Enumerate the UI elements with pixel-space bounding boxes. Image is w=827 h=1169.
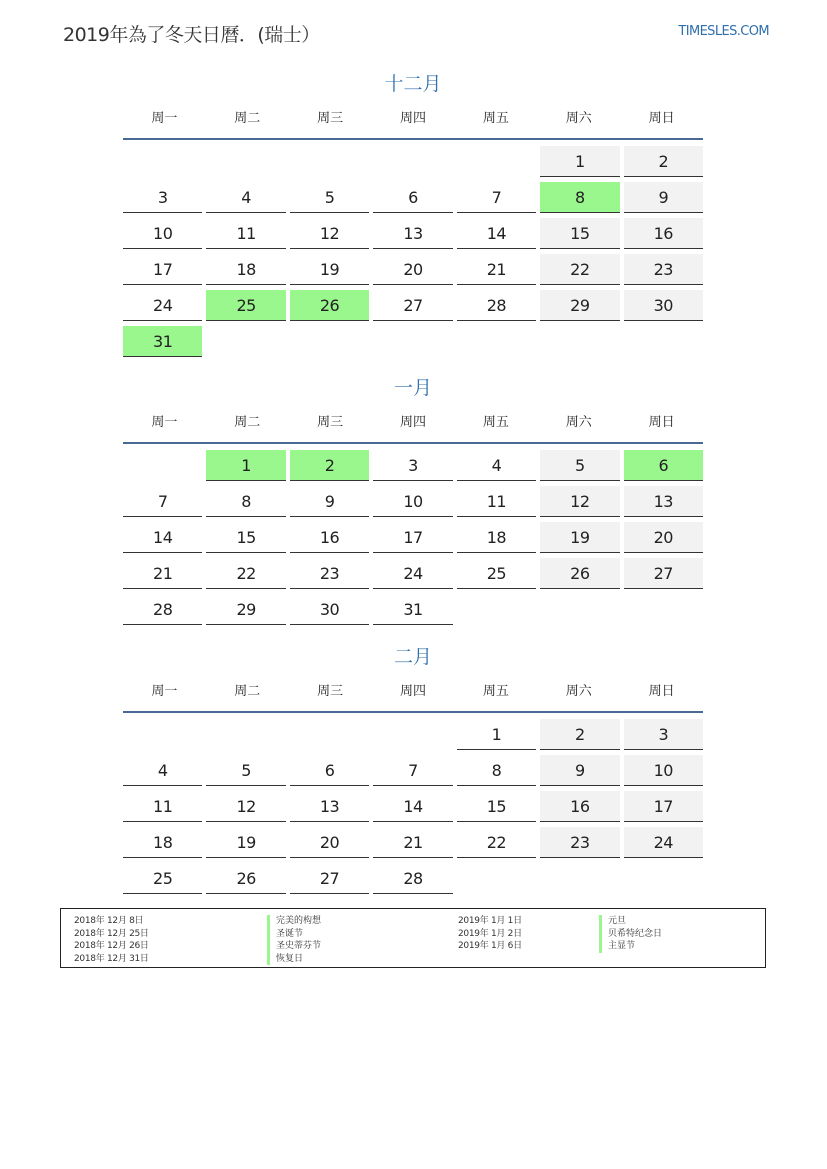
weekday-label: 周二 — [234, 111, 261, 126]
day-cell[interactable]: 21 — [457, 254, 536, 285]
weekday-label: 周二 — [234, 684, 261, 699]
day-grid — [123, 444, 703, 625]
day-cell[interactable]: 26 — [206, 863, 285, 894]
day-grid — [123, 713, 703, 894]
day-cell[interactable]: 13 — [290, 791, 369, 822]
day-cell[interactable]: 4 — [123, 755, 202, 786]
weekday-label: 周一 — [151, 111, 178, 126]
day-cell[interactable]: 5 — [206, 755, 285, 786]
day-cell[interactable]: 28 — [457, 290, 536, 321]
day-cell[interactable]: 10 — [123, 218, 202, 249]
day-cell[interactable]: 12 — [290, 218, 369, 249]
legend-holiday-name: 主显节 — [599, 940, 662, 953]
weekday-header — [123, 100, 703, 140]
weekday-label: 周四 — [400, 684, 427, 699]
day-cell[interactable]: 1 — [206, 450, 285, 481]
day-cell[interactable]: 6 — [373, 182, 452, 213]
legend-names-col2 — [599, 915, 662, 953]
day-cell[interactable]: 31 — [123, 326, 202, 357]
weekday-label: 周五 — [482, 111, 509, 126]
day-cell[interactable]: 19 — [540, 522, 619, 553]
day-cell[interactable]: 23 — [290, 558, 369, 589]
day-cell[interactable]: 7 — [123, 486, 202, 517]
day-cell[interactable]: 2 — [624, 146, 703, 177]
day-cell[interactable]: 29 — [540, 290, 619, 321]
empty-cell — [123, 719, 202, 750]
day-cell[interactable]: 14 — [373, 791, 452, 822]
empty-cell — [123, 450, 202, 481]
day-cell[interactable]: 12 — [540, 486, 619, 517]
day-cell[interactable]: 5 — [290, 182, 369, 213]
day-cell[interactable]: 9 — [624, 182, 703, 213]
weekday-label: 周日 — [648, 415, 675, 430]
legend-dates-col2 — [458, 915, 522, 953]
day-cell[interactable]: 15 — [457, 791, 536, 822]
weekday-label: 周六 — [565, 684, 592, 699]
weekday-label: 周三 — [317, 415, 344, 430]
day-cell[interactable]: 25 — [206, 290, 285, 321]
day-cell[interactable]: 27 — [290, 863, 369, 894]
day-cell[interactable]: 30 — [290, 594, 369, 625]
day-cell[interactable]: 16 — [290, 522, 369, 553]
day-cell[interactable]: 31 — [373, 594, 452, 625]
weekday-label: 周日 — [648, 684, 675, 699]
day-cell[interactable]: 24 — [624, 827, 703, 858]
day-cell[interactable]: 23 — [624, 254, 703, 285]
month-title: 十二月 — [384, 73, 442, 95]
day-cell[interactable]: 11 — [206, 218, 285, 249]
day-cell[interactable]: 7 — [457, 182, 536, 213]
legend-holiday-name: 贝希特纪念日 — [599, 928, 662, 941]
empty-cell — [290, 719, 369, 750]
legend-holiday-name: 恢复日 — [267, 953, 321, 966]
day-cell[interactable]: 1 — [457, 719, 536, 750]
day-cell[interactable]: 21 — [373, 827, 452, 858]
day-cell[interactable]: 14 — [123, 522, 202, 553]
day-cell[interactable]: 6 — [290, 755, 369, 786]
page-title: 2019年為了冬天日曆．(瑞士） — [63, 24, 320, 46]
day-cell[interactable]: 23 — [540, 827, 619, 858]
day-cell[interactable]: 21 — [123, 558, 202, 589]
legend-date: 2018年 12月 25日 — [74, 928, 149, 939]
day-cell[interactable]: 26 — [290, 290, 369, 321]
holiday-legend — [60, 908, 766, 968]
month-title: 二月 — [393, 646, 432, 668]
day-cell[interactable]: 4 — [206, 182, 285, 213]
day-cell[interactable]: 19 — [290, 254, 369, 285]
day-cell[interactable]: 11 — [457, 486, 536, 517]
day-cell[interactable]: 29 — [206, 594, 285, 625]
day-cell[interactable]: 19 — [206, 827, 285, 858]
day-cell[interactable]: 25 — [457, 558, 536, 589]
weekday-label: 周五 — [482, 684, 509, 699]
day-cell[interactable]: 3 — [624, 719, 703, 750]
day-cell[interactable]: 8 — [206, 486, 285, 517]
empty-cell — [123, 146, 202, 177]
legend-holiday-name: 完美的构想 — [267, 915, 321, 928]
weekday-label: 周日 — [648, 111, 675, 126]
weekday-label: 周四 — [400, 111, 427, 126]
day-cell[interactable]: 10 — [624, 755, 703, 786]
weekday-label: 周二 — [234, 415, 261, 430]
legend-names-col1 — [267, 915, 321, 965]
empty-cell — [206, 146, 285, 177]
day-cell[interactable]: 9 — [540, 755, 619, 786]
day-cell[interactable]: 28 — [373, 863, 452, 894]
day-cell[interactable]: 22 — [540, 254, 619, 285]
day-cell[interactable]: 1 — [540, 146, 619, 177]
legend-holiday-name: 圣诞节 — [267, 928, 321, 941]
day-cell[interactable]: 17 — [624, 791, 703, 822]
day-cell[interactable]: 7 — [373, 755, 452, 786]
weekday-label: 周六 — [565, 415, 592, 430]
day-cell[interactable]: 15 — [206, 522, 285, 553]
legend-date: 2019年 1月 6日 — [458, 941, 522, 951]
empty-cell — [373, 146, 452, 177]
legend-date: 2019年 1月 2日 — [458, 928, 522, 939]
day-cell[interactable]: 3 — [123, 182, 202, 213]
day-cell[interactable]: 12 — [206, 791, 285, 822]
day-cell[interactable]: 10 — [373, 486, 452, 517]
month-title: 一月 — [393, 377, 432, 399]
day-cell[interactable]: 24 — [123, 290, 202, 321]
empty-cell — [457, 146, 536, 177]
month-december — [123, 68, 703, 357]
day-cell[interactable]: 17 — [123, 254, 202, 285]
day-cell[interactable]: 20 — [373, 254, 452, 285]
day-cell[interactable]: 13 — [624, 486, 703, 517]
legend-dates-col1 — [74, 915, 149, 965]
day-cell[interactable]: 18 — [123, 827, 202, 858]
day-cell[interactable]: 27 — [624, 558, 703, 589]
day-cell[interactable]: 22 — [206, 558, 285, 589]
weekday-label: 周四 — [400, 415, 427, 430]
day-cell[interactable]: 11 — [123, 791, 202, 822]
day-cell[interactable]: 8 — [457, 755, 536, 786]
month-january — [123, 372, 703, 625]
day-cell[interactable]: 6 — [624, 450, 703, 481]
legend-date: 2019年 1月 1日 — [458, 916, 522, 926]
weekday-header — [123, 404, 703, 444]
empty-cell — [206, 719, 285, 750]
day-cell[interactable]: 9 — [290, 486, 369, 517]
day-cell[interactable]: 2 — [290, 450, 369, 481]
day-cell[interactable]: 25 — [123, 863, 202, 894]
day-cell[interactable]: 16 — [624, 218, 703, 249]
day-cell[interactable]: 20 — [624, 522, 703, 553]
empty-cell — [373, 719, 452, 750]
legend-date: 2018年 12月 31日 — [74, 953, 149, 964]
day-cell[interactable]: 14 — [457, 218, 536, 249]
weekday-header — [123, 673, 703, 713]
day-grid — [123, 140, 703, 357]
empty-cell — [290, 146, 369, 177]
legend-date: 2018年 12月 26日 — [74, 941, 149, 951]
day-cell[interactable]: 26 — [540, 558, 619, 589]
day-cell[interactable]: 8 — [540, 182, 619, 213]
day-cell[interactable]: 22 — [457, 827, 536, 858]
day-cell[interactable]: 28 — [123, 594, 202, 625]
day-cell[interactable]: 18 — [206, 254, 285, 285]
day-cell[interactable]: 4 — [457, 450, 536, 481]
weekday-label: 周一 — [151, 684, 178, 699]
day-cell[interactable]: 3 — [373, 450, 452, 481]
day-cell[interactable]: 20 — [290, 827, 369, 858]
day-cell[interactable]: 2 — [540, 719, 619, 750]
day-cell[interactable]: 5 — [540, 450, 619, 481]
site-link[interactable]: TIMESLES.COM — [678, 24, 769, 39]
weekday-label: 周三 — [317, 111, 344, 126]
weekday-label: 周三 — [317, 684, 344, 699]
day-cell[interactable]: 15 — [540, 218, 619, 249]
day-cell[interactable]: 27 — [373, 290, 452, 321]
day-cell[interactable]: 17 — [373, 522, 452, 553]
month-february — [123, 641, 703, 894]
weekday-label: 周五 — [482, 415, 509, 430]
day-cell[interactable]: 30 — [624, 290, 703, 321]
day-cell[interactable]: 16 — [540, 791, 619, 822]
day-cell[interactable]: 18 — [457, 522, 536, 553]
legend-holiday-name: 圣史蒂芬节 — [267, 940, 321, 953]
weekday-label: 周一 — [151, 415, 178, 430]
day-cell[interactable]: 24 — [373, 558, 452, 589]
day-cell[interactable]: 13 — [373, 218, 452, 249]
legend-holiday-name: 元旦 — [599, 915, 662, 928]
legend-date: 2018年 12月 8日 — [74, 916, 144, 926]
weekday-label: 周六 — [565, 111, 592, 126]
